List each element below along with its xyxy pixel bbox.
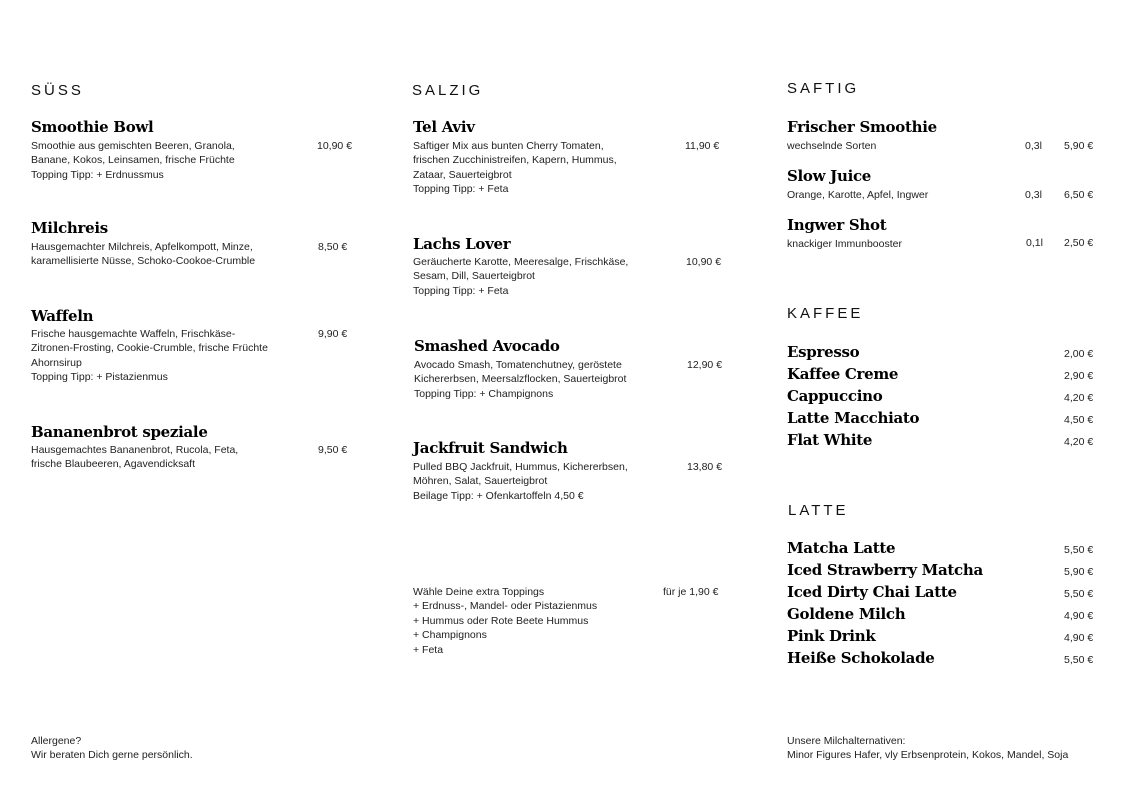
menu-item-price: 11,90 €: [685, 140, 720, 152]
description-line: Zataar, Sauerteigbrot: [413, 168, 512, 181]
menu-item-description: [414, 358, 626, 401]
drink-title: Ingwer Shot: [787, 216, 887, 234]
description-line: Topping Tipp: + Erdnussmus: [31, 168, 164, 181]
drink-title: Flat White: [787, 431, 873, 449]
drink-title: Cappuccino: [787, 387, 883, 405]
extras-list: [413, 585, 597, 657]
description-line: frischen Zucchinistreifen, Kapern, Hummus,: [413, 154, 617, 167]
milk-alternatives-note: [787, 734, 1068, 763]
description-line: Kichererbsen, Meersalzflocken, Sauerteigbrot: [414, 373, 627, 386]
menu-item-description: [31, 139, 235, 182]
menu-item-title: Smashed Avocado: [414, 337, 560, 355]
menu-item-title: Lachs Lover: [413, 235, 511, 253]
drink-price: 2,00 €: [1064, 348, 1094, 360]
drink-price: 4,90 €: [1064, 610, 1094, 622]
drink-title: Iced Strawberry Matcha: [787, 561, 983, 579]
menu-item-title: Tel Aviv: [413, 118, 475, 136]
extras-line: + Hummus oder Rote Beete Hummus: [413, 614, 589, 627]
description-line: Topping Tipp: + Feta: [413, 284, 509, 297]
drink-description: Orange, Karotte, Apfel, Ingwer: [787, 189, 929, 201]
menu-item-title: Bananenbrot speziale: [31, 423, 208, 441]
description-line: Pulled BBQ Jackfruit, Hummus, Kichererbsen,: [413, 461, 628, 473]
drink-title: Iced Dirty Chai Latte: [787, 583, 957, 601]
allergy-note: [31, 734, 193, 763]
allergy-line: Allergene?: [31, 735, 82, 747]
description-line: Topping Tipp: + Champignons: [414, 387, 554, 400]
extras-title: Wähle Deine extra Toppings: [413, 586, 545, 598]
description-line: Topping Tipp: + Pistazienmus: [31, 371, 168, 384]
drink-title: Heiße Schokolade: [787, 649, 935, 667]
drink-price: 4,90 €: [1064, 632, 1094, 644]
milk-line: Minor Figures Hafer, vly Erbsenprotein, Kokos, Mandel, Soja: [787, 749, 1069, 762]
drink-price: 4,20 €: [1064, 392, 1094, 404]
extras-line: + Erdnuss-, Mandel- oder Pistazienmus: [413, 600, 598, 613]
description-line: Saftiger Mix aus bunten Cherry Tomaten,: [413, 140, 604, 152]
description-line: Geräucherte Karotte, Meeresalge, Frischkäse,: [413, 256, 629, 268]
description-line: Hausgemachtes Bananenbrot, Rucola, Feta,: [31, 444, 239, 456]
drink-price: 2,90 €: [1064, 370, 1094, 382]
allergy-line: Wir beraten Dich gerne persönlich.: [31, 749, 193, 762]
drink-size: 0,3l: [1025, 189, 1042, 201]
drink-price: 5,90 €: [1064, 140, 1094, 152]
description-line: Topping Tipp: + Feta: [413, 183, 509, 196]
drink-title: Pink Drink: [787, 627, 876, 645]
description-line: Banane, Kokos, Leinsamen, frische Früchte: [31, 154, 235, 167]
description-line: Smoothie aus gemischten Beeren, Granola,: [31, 140, 235, 152]
section-heading-kaffee: KAFFEE: [787, 305, 864, 322]
drink-title: Slow Juice: [787, 167, 872, 185]
menu-item-price: 9,90 €: [318, 328, 348, 340]
menu-item-price: 10,90 €: [686, 256, 722, 268]
menu-item-title: Jackfruit Sandwich: [413, 439, 568, 457]
menu-item-description: [413, 139, 617, 197]
menu-item-description: [31, 240, 255, 269]
drink-price: 5,50 €: [1064, 544, 1094, 556]
drink-price: 2,50 €: [1064, 237, 1094, 249]
drink-title: Frischer Smoothie: [787, 118, 937, 136]
menu-item-price: 10,90 €: [317, 140, 353, 152]
drink-title: Matcha Latte: [787, 539, 896, 557]
drink-price: 4,20 €: [1064, 436, 1094, 448]
menu-item-price: 13,80 €: [687, 461, 723, 473]
drink-price: 6,50 €: [1064, 189, 1094, 201]
section-heading-latte: LATTE: [788, 502, 849, 519]
description-line: Avocado Smash, Tomatenchutney, geröstete: [414, 359, 622, 371]
drink-description: knackiger Immunbooster: [787, 238, 902, 250]
drink-price: 5,50 €: [1064, 588, 1094, 600]
menu-item-title: Waffeln: [31, 307, 94, 325]
drink-title: Goldene Milch: [787, 605, 906, 623]
drink-price: 5,50 €: [1064, 654, 1094, 666]
menu-item-description: [413, 255, 628, 298]
milk-line: Unsere Milchalternativen:: [787, 735, 906, 747]
menu-item-price: 9,50 €: [318, 444, 348, 456]
description-line: Ahornsirup: [31, 356, 82, 369]
drink-price: 4,50 €: [1064, 414, 1094, 426]
description-line: Beilage Tipp: + Ofenkartoffeln 4,50 €: [413, 489, 584, 502]
menu-item-price: 12,90 €: [687, 359, 723, 371]
extras-line: + Champignons: [413, 629, 487, 642]
section-heading-suess: SÜSS: [31, 82, 84, 99]
menu-item-price: 8,50 €: [318, 241, 348, 253]
section-heading-saftig: SAFTIG: [787, 80, 860, 97]
description-line: Sesam, Dill, Sauerteigbrot: [413, 270, 535, 283]
extras-line: + Feta: [413, 643, 444, 656]
description-line: Zitronen-Frosting, Cookie-Crumble, frische Früchte: [31, 342, 268, 355]
description-line: frische Blaubeeren, Agavendicksaft: [31, 458, 196, 471]
description-line: Möhren, Salat, Sauerteigbrot: [413, 475, 548, 488]
description-line: karamellisierte Nüsse, Schoko-Cookoe-Crumble: [31, 255, 256, 268]
description-line: Hausgemachter Milchreis, Apfelkompott, Minze,: [31, 241, 253, 253]
menu-item-description: [413, 460, 628, 503]
menu-item-description: [31, 443, 238, 472]
extras-price: für je 1,90 €: [663, 586, 719, 598]
menu-item-description: [31, 327, 268, 385]
drink-description: wechselnde Sorten: [787, 140, 877, 152]
drink-price: 5,90 €: [1064, 566, 1094, 578]
description-line: Frische hausgemachte Waffeln, Frischkäse-: [31, 328, 236, 340]
drink-size: 0,1l: [1026, 237, 1043, 249]
section-heading-salzig: SALZIG: [412, 82, 484, 99]
drink-title: Kaffee Creme: [787, 365, 899, 383]
drink-title: Latte Macchiato: [787, 409, 920, 427]
menu-item-title: Smoothie Bowl: [31, 118, 154, 136]
drink-size: 0,3l: [1025, 140, 1042, 152]
menu-item-title: Milchreis: [31, 219, 108, 237]
drink-title: Espresso: [787, 343, 860, 361]
